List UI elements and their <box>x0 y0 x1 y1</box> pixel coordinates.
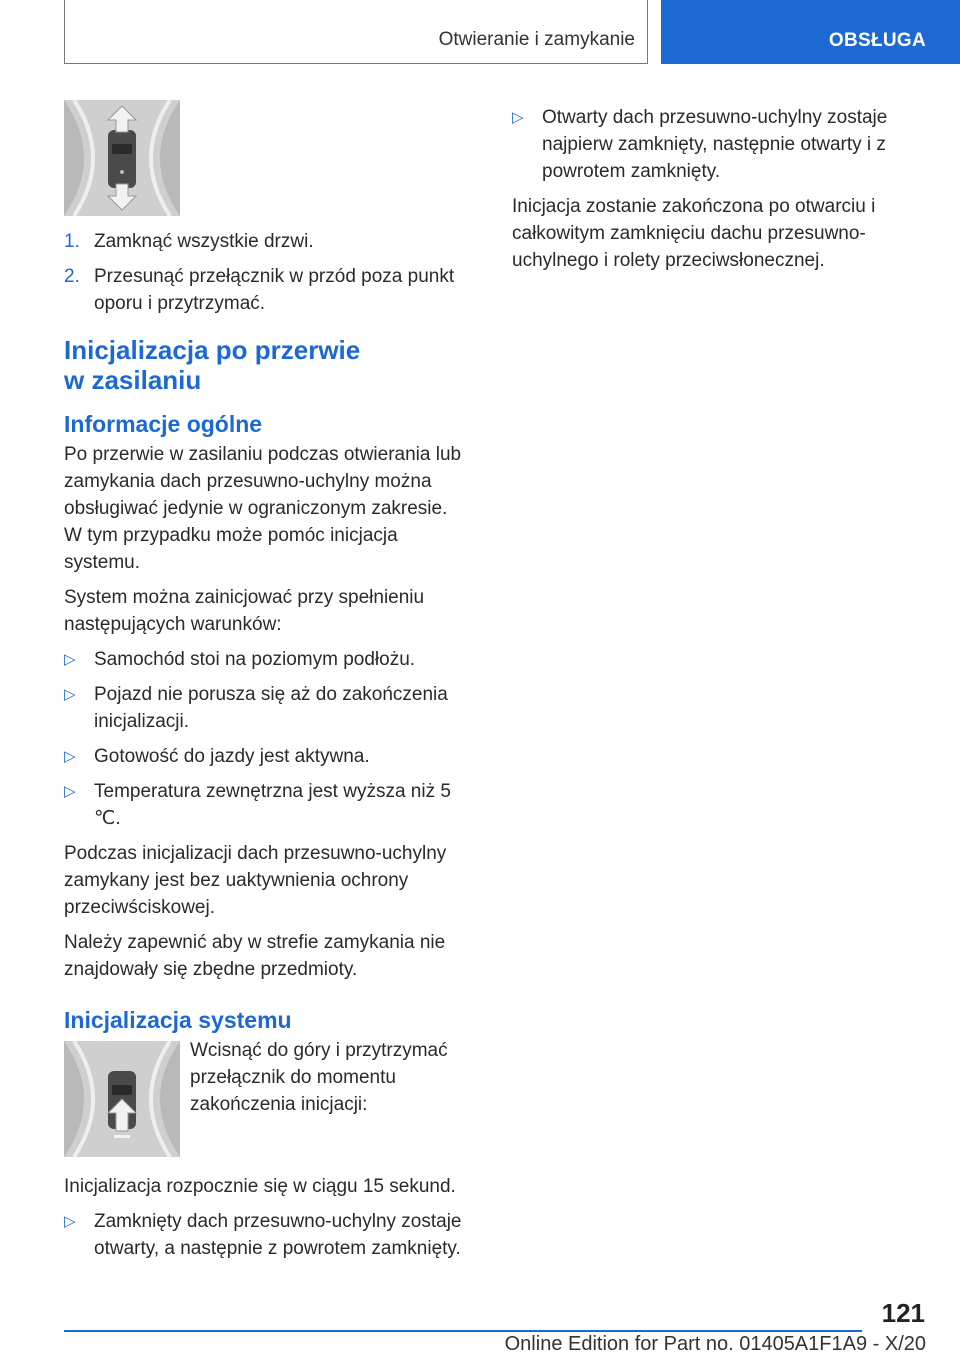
heading-system-init: Inicjalizacja systemu <box>64 1007 292 1033</box>
footer-divider <box>64 1330 862 1332</box>
switch-slide-illustration <box>64 100 180 216</box>
paragraph: System można zainicjować przy spełnieniu następujących warunków: <box>64 587 425 635</box>
switch-push-image <box>64 1041 180 1157</box>
closed-roof-list <box>64 1208 476 1262</box>
list-item <box>64 228 476 255</box>
step-text: Zamknąć wszystkie drzwi. <box>94 231 314 252</box>
condition-text: Gotowość do jazdy jest aktywna. <box>94 746 370 767</box>
heading-line-2: w zasilaniu <box>64 365 202 395</box>
bullet-triangle-icon: ▷ <box>512 109 524 126</box>
condition-text: Temperatura zewnętrzna jest wyższa niż 5 ℃. <box>94 781 451 829</box>
heading-power-interruption <box>64 335 476 395</box>
list-item <box>64 263 476 317</box>
paragraph: Inicjalizacja rozpocznie się w ciągu 15 sekund. <box>64 1176 456 1197</box>
paragraph <box>64 441 476 576</box>
condition-text: Pojazd nie porusza się aż do zakończenia inicjalizacji. <box>94 684 448 732</box>
bullet-text: Otwarty dach przesuwno-uchylny zostaje najpierw zamknięty, następnie otwarty i z powrotem zamknięty. <box>542 107 888 182</box>
right-column <box>512 104 924 282</box>
switch-slide-image <box>64 100 180 216</box>
figure-instruction: Wcisnąć do góry i przytrzymać przełącznik do momentu zakończenia inicjacji: <box>190 1040 448 1115</box>
header-section-label: OBSŁUGA <box>828 30 926 51</box>
bullet-triangle-icon: ▷ <box>64 651 76 668</box>
footer-edition: Online Edition for Part no. 01405A1F1A9 - X/20 <box>504 1333 926 1355</box>
bullet-triangle-icon: ▷ <box>64 686 76 703</box>
list-item <box>64 646 476 673</box>
paragraph: Podczas inicjalizacji dach przesuwno-uchylny zamykany jest bez uaktywnienia ochrony przeciwściskowej. <box>64 843 447 918</box>
list-item <box>64 743 476 770</box>
paragraph-text: W tym przypadku może pomóc inicjacja systemu. <box>64 525 398 573</box>
heading-line-1: Inicjalizacja po przerwie <box>64 335 361 365</box>
step-number: 1. <box>64 231 80 252</box>
step-text: Przesunąć przełącznik w przód poza punkt oporu i przytrzymać. <box>94 266 455 314</box>
header-section-tab[interactable] <box>661 0 960 64</box>
steps-list <box>64 228 476 317</box>
conditions-list <box>64 646 476 832</box>
bullet-triangle-icon: ▷ <box>64 1213 76 1230</box>
left-column <box>64 100 476 1270</box>
header-title-box <box>64 0 648 64</box>
list-item <box>64 778 476 832</box>
header-title: Otwieranie i zamykanie <box>438 29 635 50</box>
bullet-triangle-icon: ▷ <box>64 783 76 800</box>
switch-push-illustration <box>64 1041 180 1157</box>
paragraph: Należy zapewnić aby w strefie zamykania nie znajdowały się zbędne przedmioty. <box>64 932 446 980</box>
bullet-triangle-icon: ▷ <box>64 748 76 765</box>
open-roof-list <box>512 104 924 185</box>
page-number: 121 <box>881 1298 925 1328</box>
paragraph-text: Po przerwie w zasilaniu podczas otwierania lub zamykania dach przesuwno-uchylny można obsługiwać jedynie w ograniczonym zakresie. <box>64 444 462 519</box>
list-item <box>64 1208 476 1262</box>
list-item <box>64 681 476 735</box>
paragraph: Inicjacja zostanie zakończona po otwarciu i całkowitym zamknięciu dachu przesuwno-uchylnego i rolety przeciwsłonecznej. <box>512 196 876 271</box>
figure-row <box>64 1041 476 1157</box>
condition-text: Samochód stoi na poziomym podłożu. <box>94 649 416 670</box>
list-item <box>512 104 924 185</box>
heading-general-info: Informacje ogólne <box>64 411 263 437</box>
bullet-text: Zamknięty dach przesuwno-uchylny zostaje otwarty, a następnie z powrotem zamknięty. <box>94 1211 462 1259</box>
step-number: 2. <box>64 266 80 287</box>
